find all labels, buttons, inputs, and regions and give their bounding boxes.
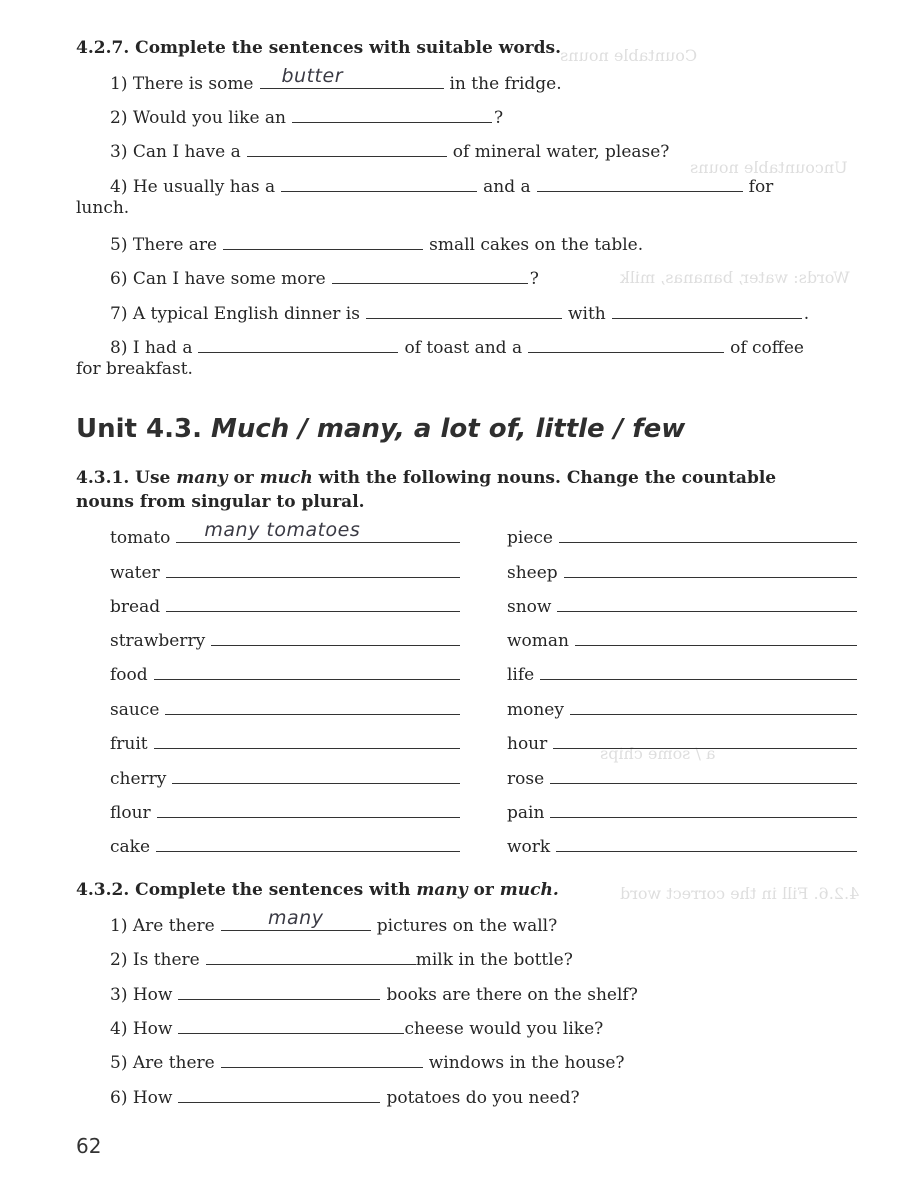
sentence-text: 2) Is there <box>110 950 200 970</box>
answer-blank[interactable] <box>211 627 460 646</box>
noun-word: pain <box>507 803 545 823</box>
answer-blank[interactable] <box>540 661 857 680</box>
answer-blank[interactable] <box>557 593 857 612</box>
sentence-text: potatoes do you need? <box>386 1088 580 1108</box>
sentence-text: 5) Are there <box>110 1053 215 1073</box>
sentence-text: 6) How <box>110 1088 173 1108</box>
sentence-8-continued <box>76 358 193 380</box>
handwritten-answer: many tomatoes <box>204 519 361 541</box>
answer-blank[interactable] <box>176 519 460 543</box>
answer-blank[interactable] <box>178 981 380 1000</box>
sentence-text: and a <box>483 177 531 197</box>
sentence-3 <box>110 138 669 163</box>
answer-blank[interactable] <box>559 524 857 543</box>
heading-text: 4.3.2. Complete the sentences with <box>76 880 411 900</box>
sentence-4 <box>110 173 773 198</box>
answer-blank[interactable] <box>564 559 857 578</box>
noun-word: hour <box>507 734 548 754</box>
heading-text: or <box>233 468 254 488</box>
noun-word: tomato <box>110 528 171 548</box>
sentence-text: of coffee <box>730 338 804 358</box>
question-1 <box>110 907 558 937</box>
answer-blank[interactable] <box>556 833 857 852</box>
answer-blank[interactable] <box>550 799 857 818</box>
answer-blank[interactable] <box>221 907 371 931</box>
sentence-text: 4) How <box>110 1019 173 1039</box>
sentence-text: 3) How <box>110 985 173 1005</box>
question-3 <box>110 981 638 1006</box>
answer-blank[interactable] <box>198 334 398 353</box>
noun-word: bread <box>110 597 161 617</box>
heading-keyword: much <box>259 468 313 488</box>
noun-row <box>507 593 857 618</box>
sentence-text: for <box>748 177 774 197</box>
question-2 <box>110 946 573 971</box>
noun-row <box>507 696 857 721</box>
unit-title <box>76 414 685 444</box>
noun-row <box>110 833 460 858</box>
answer-blank[interactable] <box>221 1049 423 1068</box>
answer-blank[interactable] <box>247 138 447 157</box>
noun-row <box>110 661 460 686</box>
answer-blank[interactable] <box>537 173 743 192</box>
answer-blank[interactable] <box>528 334 724 353</box>
sentence-6 <box>110 265 539 290</box>
sentence-text: 6) Can I have some more <box>110 269 326 289</box>
unit-name: Much / many, a lot of, little / few <box>211 414 686 444</box>
show-through-text: Uncountable nouns <box>690 158 848 177</box>
noun-row <box>110 627 460 652</box>
noun-row <box>110 519 460 549</box>
sentence-text: 5) There are <box>110 235 218 255</box>
noun-word: money <box>507 700 564 720</box>
noun-row <box>507 627 857 652</box>
sentence-text: 2) Would you like an <box>110 108 286 128</box>
answer-blank[interactable] <box>166 593 460 612</box>
noun-row <box>110 799 460 824</box>
noun-word: cake <box>110 837 151 857</box>
noun-word: rose <box>507 769 545 789</box>
noun-row <box>507 730 857 755</box>
noun-word: work <box>507 837 551 857</box>
sentence-text: windows in the house? <box>428 1053 625 1073</box>
heading-text: or <box>473 880 494 900</box>
unit-number: Unit 4.3. <box>76 414 202 444</box>
answer-blank[interactable] <box>570 696 857 715</box>
sentence-1 <box>110 65 562 95</box>
answer-blank[interactable] <box>154 661 460 680</box>
answer-blank[interactable] <box>178 1015 404 1034</box>
noun-word: piece <box>507 528 553 548</box>
exercise-heading <box>76 878 559 902</box>
answer-blank[interactable] <box>575 627 857 646</box>
sentence-text: 4) He usually has a <box>110 177 276 197</box>
sentence-text: for breakfast. <box>76 359 193 379</box>
answer-blank[interactable] <box>154 730 460 749</box>
noun-word: sauce <box>110 700 160 720</box>
noun-row <box>110 559 460 584</box>
sentence-2 <box>110 104 503 129</box>
answer-blank[interactable] <box>157 799 460 818</box>
sentence-text: pictures on the wall? <box>376 916 558 936</box>
sentence-text: ? <box>494 108 504 128</box>
noun-row <box>110 593 460 618</box>
noun-word: fruit <box>110 734 148 754</box>
answer-blank[interactable] <box>292 104 492 123</box>
answer-blank[interactable] <box>553 730 857 749</box>
handwritten-answer: butter <box>281 65 344 87</box>
sentence-text: of mineral water, please? <box>452 142 670 162</box>
answer-blank[interactable] <box>260 65 444 89</box>
handwritten-answer: many <box>268 907 324 929</box>
sentence-7 <box>110 300 809 325</box>
sentence-8 <box>110 334 804 359</box>
answer-blank[interactable] <box>165 696 460 715</box>
noun-row <box>110 696 460 721</box>
sentence-text: 1) Are there <box>110 916 215 936</box>
noun-row <box>110 765 460 790</box>
show-through-text: Countable nouns <box>560 46 698 65</box>
noun-word: food <box>110 665 148 685</box>
question-5 <box>110 1049 625 1074</box>
noun-row <box>507 559 857 584</box>
noun-word: flour <box>110 803 151 823</box>
sentence-text: 3) Can I have a <box>110 142 241 162</box>
noun-row <box>110 730 460 755</box>
noun-word: sheep <box>507 563 558 583</box>
show-through-text: Words: water, bananas, milk <box>620 268 850 287</box>
sentence-text: 7) A typical English dinner is <box>110 304 360 324</box>
answer-blank[interactable] <box>332 265 528 284</box>
show-through-text: a / some chips <box>600 744 716 763</box>
answer-blank[interactable] <box>206 946 416 965</box>
sentence-text: in the fridge. <box>449 74 562 94</box>
answer-blank[interactable] <box>612 300 802 319</box>
question-6 <box>110 1084 580 1109</box>
answer-blank[interactable] <box>172 765 460 784</box>
sentence-text: . <box>803 304 810 324</box>
heading-keyword: many <box>416 880 468 900</box>
answer-blank[interactable] <box>178 1084 380 1103</box>
answer-blank[interactable] <box>281 173 477 192</box>
sentence-text: cheese would you like? <box>404 1019 604 1039</box>
sentence-5 <box>110 231 643 256</box>
noun-row <box>507 524 857 549</box>
answer-blank[interactable] <box>550 765 857 784</box>
noun-row <box>507 765 857 790</box>
exercise-heading <box>76 466 776 490</box>
sentence-text: small cakes on the table. <box>429 235 644 255</box>
noun-word: woman <box>507 631 569 651</box>
question-4 <box>110 1015 603 1040</box>
heading-keyword: much. <box>499 880 559 900</box>
answer-blank[interactable] <box>223 231 423 250</box>
sentence-text: books are there on the shelf? <box>386 985 638 1005</box>
sentence-text: with <box>567 304 606 324</box>
exercise-heading: 4.2.7. Complete the sentences with suitable words. <box>76 38 562 58</box>
noun-word: strawberry <box>110 631 206 651</box>
exercise-heading-continued: nouns from singular to plural. <box>76 492 365 512</box>
answer-blank[interactable] <box>166 559 460 578</box>
sentence-text: ? <box>529 269 539 289</box>
sentence-text: 1) There is some <box>110 74 254 94</box>
sentence-text: lunch. <box>76 198 130 218</box>
noun-row <box>507 661 857 686</box>
noun-row <box>507 799 857 824</box>
heading-text: 4.3.1. Use <box>76 468 171 488</box>
noun-word: life <box>507 665 535 685</box>
sentence-text: 8) I had a <box>110 338 193 358</box>
noun-row <box>507 833 857 858</box>
noun-word: cherry <box>110 769 167 789</box>
answer-blank[interactable] <box>156 833 460 852</box>
answer-blank[interactable] <box>366 300 562 319</box>
noun-word: snow <box>507 597 552 617</box>
sentence-4-continued <box>76 197 129 219</box>
heading-text: with the following nouns. Change the countable <box>318 468 777 488</box>
sentence-text: milk in the bottle? <box>415 950 573 970</box>
heading-keyword: many <box>176 468 228 488</box>
show-through-text: 4.2.6. Fill in the correct word <box>620 884 860 903</box>
page-number: 62 <box>76 1134 102 1158</box>
sentence-text: of toast and a <box>404 338 523 358</box>
noun-word: water <box>110 563 160 583</box>
